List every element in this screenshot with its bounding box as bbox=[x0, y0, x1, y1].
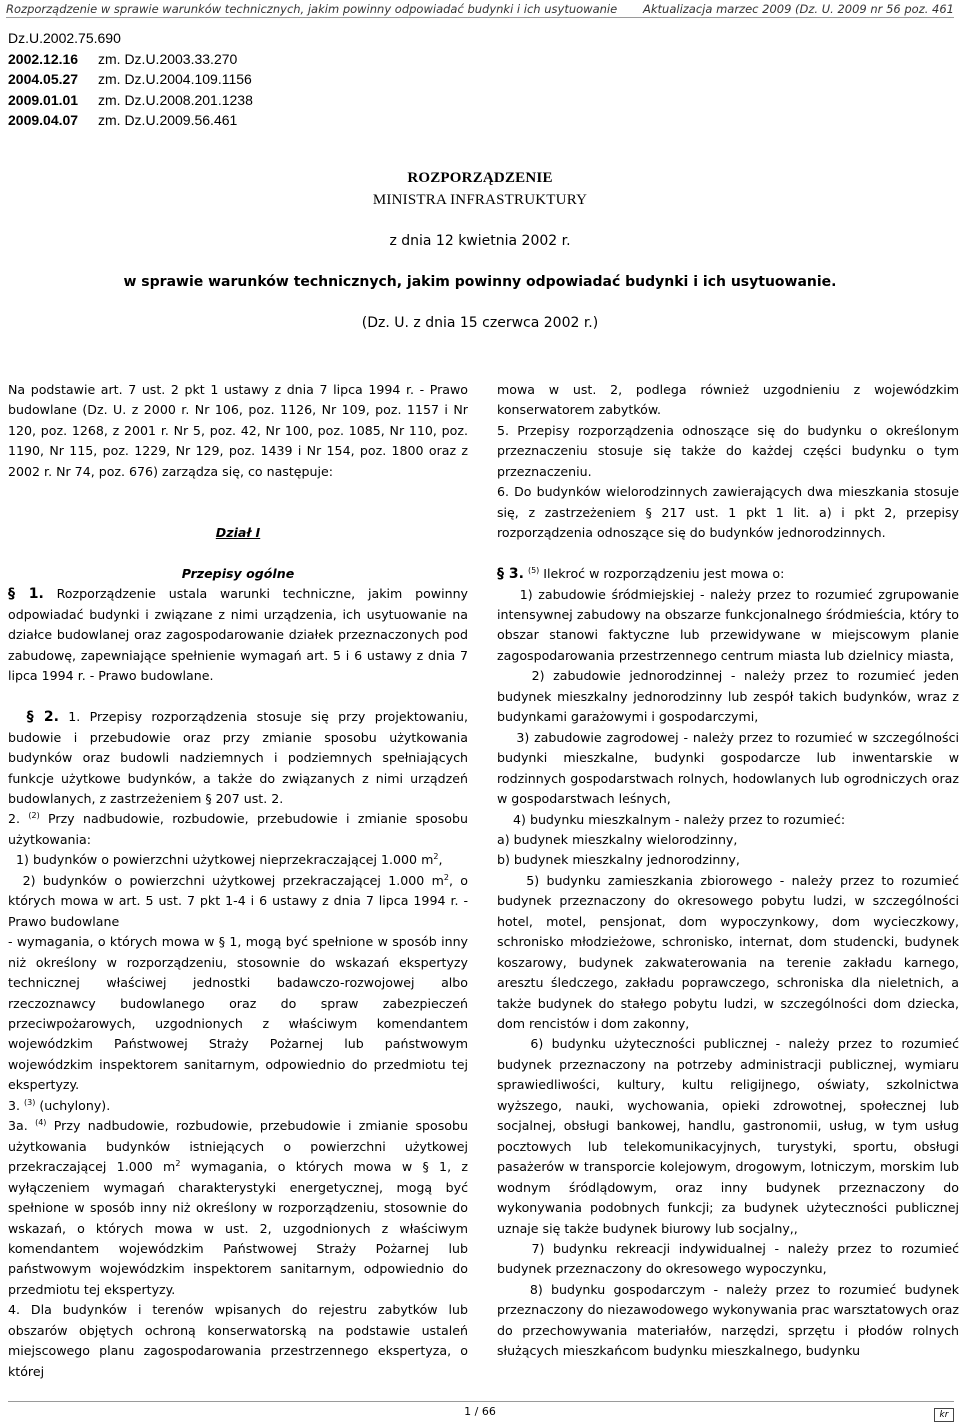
right-column bbox=[497, 380, 959, 1362]
definition-subitem: b) budynek mieszkalny jednorodzinny, bbox=[497, 852, 740, 868]
page-number: 1 / 66 bbox=[464, 1405, 496, 1418]
list-item: 2) budynków o powierzchni użytkowej przekraczającej 1.000 $m^2$, o których mowa w art. 5 ust. 7 pkt 1-4 i 6 ustawy z dnia 7 lipca 1994 r. - Prawo budowlane bbox=[8, 872, 468, 929]
left-column bbox=[8, 380, 468, 1382]
paragraph-1: § 1. Rozporządzenie ustala warunki techniczne, jakim powinny odpowiadać budynki i związane z nimi urządzenia, ich usytuowanie na działce budowlanej oraz zagospodarowanie działek przeznaczonych pod zabudowę, zapewniające spełnienie wymagań art. 5 i 6 ustawy z dnia 7 lipca 1994 r. - Prawo budowlane. bbox=[8, 586, 469, 684]
section-heading: Dział I bbox=[215, 525, 261, 541]
header-document-title: Rozporządzenie w sprawie warunków technicznych, jakim powinny odpowiadać budynki i ich usytuowanie bbox=[6, 2, 618, 16]
paragraph-2-3a: 3a. $^{(4)}$ Przy nadbudowie, rozbudowie, przebudowie i zmianie sposobu użytkowania budynków istniejących o powierzchni użytkowej przekraczającej 1.000 $m^2$ wymagania, o których mowa w § 1, z wyłączeniem wymagań charakterystyki energetycznej, mogą być spełnione w sposób inny niż określony w rozporządzeniu, stosownie do wskazań, o których mowa w ust. 2, uzgodnionych z właściwym komendantem wojewódzkim Państwowej Straży Pożarnej lub państwowym wojewódzkim inspektorem sanitarnym, odpowiednio do przedmiotu tej ekspertyzy. bbox=[8, 1118, 469, 1297]
definition-item: 3) zabudowie zagrodowej - należy przez to rozumieć w szczególności budynki mieszkalne, budynki gospodarcze lub inwentarskie w rodzinnych gospodarstwach rolnych, hodowlanych lub ogrodniczych oraz w gospodarstwach leśnych, bbox=[497, 729, 959, 807]
definition-item: 8) budynku gospodarczym - należy przez to rozumieć budynek przeznaczony do niezawodowego wykonywania prac warsztatowych oraz do przechowywania materiałów, narzędzi, sprzętu i płodów rolnych służących mieszkańcom budynku mieszkalnego, budynku bbox=[497, 1281, 959, 1359]
definition-item: 1) zabudowie śródmiejskiej - należy przez to rozumieć zgrupowanie intensywnej zabudowy na obszarze funkcjonalnego śródmieścia, który to obszar stanowi faktyczne lub przewidywane w miejscowym planie zagospodarowania przestrzennego centrum miasta lub dzielnicy miasta, bbox=[497, 586, 959, 663]
intro-paragraph: Na podstawie art. 7 ust. 2 pkt 1 ustawy z dnia 7 lipca 1994 r. - Prawo budowlane (Dz. U. z 2000 r. Nr 106, poz. 1126, Nr 109, poz. 1157 i Nr 120, poz. 1268, z 2001 r. Nr 5, poz. 42, Nr 100, poz. 1085, Nr 110, poz. 1190, Nr 115, poz. 1229, Nr 129, poz. 1439 i Nr 154, poz. 1800 oraz z 2002 r. Nr 74, poz. 676) zarządza się, co następuje: bbox=[8, 382, 468, 479]
amendment-row: 2009.01.01 zm. Dz.U.2008.201.1238 bbox=[8, 91, 253, 108]
definition-item: 5) budynku zamieszkania zbiorowego - należy przez to rozumieć budynek przeznaczony do okresowego pobytu ludzi, w szczególności hotel, motel, pensjonat, dom wypoczynkowy, dom wycieczkowy, schronisko młodzieżowe, schronisko, internat, dom studencki, budynek koszarowy, budynek zakwaterowania na terenie zakładu karnego, aresztu śledczego, zakładu poprawczego, schroniska dla nieletnich, a także budynek do stałego pobytu ludzi, w szczególności dom dziecka, dom rencistów i dom zakonny, bbox=[497, 872, 959, 1032]
definition-item: 2) zabudowie jednorodzinnej - należy przez to rozumieć jeden budynek mieszkalny jednorodzinny lub zespół takich budynków, wraz z budynkami garażowymi i gospodarczymi, bbox=[497, 668, 959, 725]
amendment-row: 2004.05.27 zm. Dz.U.2004.109.1156 bbox=[8, 71, 252, 87]
paragraph-2-6: 6. Do budynków wielorodzinnych zawierających dwa mieszkania stosuje się, z zastrzeżeniem § 217 ust. 1 pkt 1 lit. a) i pkt 2, przepisy rozporządzenia odnoszące się do budynków jednorodzinnych. bbox=[497, 484, 959, 541]
doc-journal-ref: (Dz. U. z dnia 15 czerwca 2002 r.) bbox=[361, 315, 599, 331]
paragraph-2-5: 5. Przepisy rozporządzenia odnoszące się do budynku o określonym przeznaczeniu stosuje się także do każdej części budynku o tym przeznaczeniu. bbox=[497, 422, 959, 479]
amendment-base: Dz.U.2002.75.690 bbox=[8, 30, 121, 46]
paragraph-2-2-cont: - wymagania, o których mowa w § 1, mogą być spełnione w sposób inny niż określony w rozporządzeniu, stosownie do wskazań ekspertyzy technicznej właściwej jednostki badawczo-rozwojowej albo rzeczoznawcy budowlanego oraz do spraw zabezpieczeń przeciwpożarowych, uzgodnionych z właściwym komendantem wojewódzkim Państwowej Straży Pożarnej lub państwowym wojewódzkim inspektorem sanitarnym, odpowiednio do przedmiotu tej ekspertyzy. bbox=[8, 934, 468, 1093]
definition-subitem: a) budynek mieszkalny wielorodzinny, bbox=[497, 831, 738, 847]
footer-divider bbox=[8, 1401, 954, 1402]
definition-item: 4) budynku mieszkalnym - należy przez to rozumieć: bbox=[513, 811, 846, 827]
paragraph-2-2: 2. $^{(2)}$ Przy nadbudowie, rozbudowie, przebudowie i zmianie sposobu użytkowania: bbox=[8, 811, 468, 847]
amendment-row: 2009.04.07 zm. Dz.U.2009.56.461 bbox=[8, 112, 238, 128]
amendment-list bbox=[8, 28, 253, 131]
doc-subject: w sprawie warunków technicznych, jakim powinny odpowiadać budynki i ich usytuowanie. bbox=[123, 274, 837, 290]
doc-date: z dnia 12 kwietnia 2002 r. bbox=[389, 233, 571, 249]
list-item: 1) budynków o powierzchni użytkowej nieprzekraczającej 1.000 $m^2$, bbox=[16, 852, 443, 868]
definition-item: 6) budynku użyteczności publicznej - należy przez to rozumieć budynek przeznaczony na potrzeby administracji publicznej, wymiaru sprawiedliwości, kultury, kultu religijnego, oświaty, szkolnictwa wyższego, nauki, wychowania, opieki zdrowotnej, społecznej lub socjalnej, obsługi bankowej, handlu, gastronomii, usług, w tym usług pocztowych lub telekomunikacyjnych, turystyki, sportu, obsługi pasażerów w transporcie kolejowym, drogowym, lotniczym, morskim lub wodnym śródlądowym, oraz inny budynek przeznaczony do wykonywania podobnych funkcji; za budynek użyteczności publicznej uznaje się także budynek biurowy lub socjalny,, bbox=[497, 1036, 960, 1236]
paragraph-2: § 2. 1. Przepisy rozporządzenia stosuje się przy projektowaniu, budowie i przebudowie oraz przy zmianie sposobu użytkowania budynków oraz budowli nadziemnych i podziemnych spełniających funkcje użytkowe budynków, a także do związanych z nimi urządzeń budowlanych, z zastrzeżeniem § 207 ust. 2. bbox=[8, 709, 468, 806]
paragraph-2-3: 3. $^{(3)}$ (uchylony). bbox=[8, 1097, 111, 1113]
doc-title: ROZPORZĄDZENIE bbox=[407, 170, 553, 186]
header-update-info: Aktualizacja marzec 2009 (Dz. U. 2009 nr 56 poz. 461 bbox=[643, 2, 954, 16]
paragraph-2-4: 4. Dla budynków i terenów wpisanych do rejestru zabytków lub obszarów objętych ochroną konserwatorską na podstawie ustaleń miejscowego planu zagospodarowania przestrzennego ekspertyza, o której bbox=[8, 1302, 468, 1379]
amendment-row: 2002.12.16 zm. Dz.U.2003.33.270 bbox=[8, 50, 238, 67]
publisher-logo-icon: kr bbox=[934, 1408, 954, 1422]
section-subheading: Przepisy ogólne bbox=[181, 566, 295, 582]
page-header bbox=[6, 2, 954, 18]
paragraph-cont: mowa w ust. 2, podlega również uzgodnieniu z wojewódzkim konserwatorem zabytków. bbox=[497, 382, 959, 418]
doc-issuer: MINISTRA INFRASTRUKTURY bbox=[372, 192, 588, 208]
definition-item: 7) budynku rekreacji indywidualnej - należy przez to rozumieć budynek przeznaczony do okresowego wypoczynku, bbox=[497, 1241, 959, 1277]
paragraph-3: § 3. $^{(5)}$ Ilekroć w rozporządzeniu jest mowa o: bbox=[497, 566, 785, 583]
